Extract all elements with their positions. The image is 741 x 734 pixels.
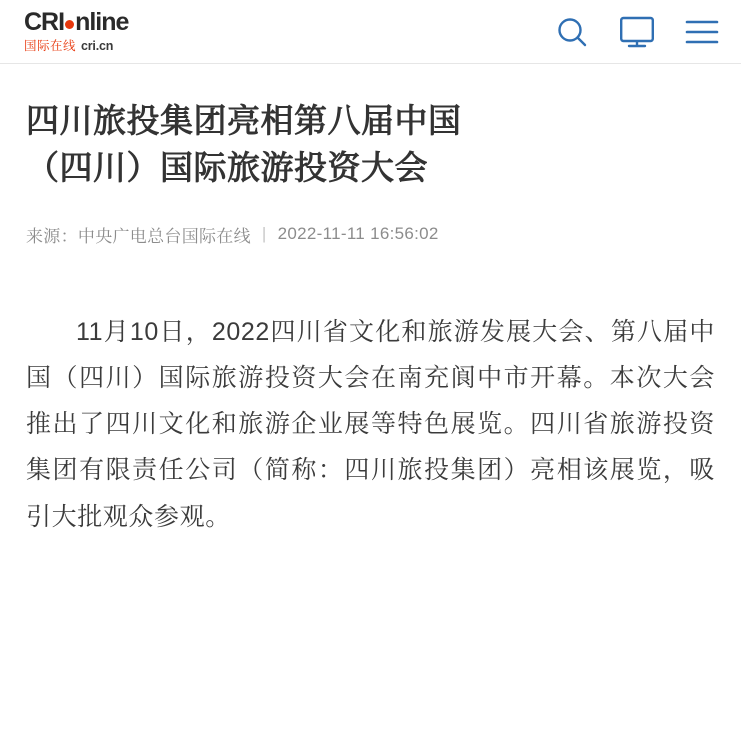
site-logo[interactable] xyxy=(24,10,128,53)
menu-icon[interactable] xyxy=(685,18,719,46)
header-actions xyxy=(555,15,719,49)
meta-separator: | xyxy=(261,224,267,244)
source-label: 来源： xyxy=(26,226,78,246)
tv-icon[interactable] xyxy=(619,15,655,49)
article-paragraph: 11月10日，2022四川省文化和旅游发展大会、第八届中国（四川）国际旅游投资大会在南充阆中市开幕。本次大会推出了四川文化和旅游企业展等特色展览。四川省旅游投资集团有限责任公司（简称：四川旅投集团）亮相该展览，吸引大批观众参观。 xyxy=(26,317,715,531)
source-name: 中央广电总台国际在线 xyxy=(77,226,251,246)
logo-cri-text: CRI xyxy=(24,8,65,37)
logo-subtitle xyxy=(24,40,128,53)
site-header xyxy=(0,0,741,64)
article-container xyxy=(0,64,741,540)
logo-wordmark xyxy=(24,10,128,35)
article-timestamp: 2022-11-11 16:56:02 xyxy=(277,224,439,244)
logo-url: cri.cn xyxy=(81,39,114,54)
logo-chinese-name: 国际在线 xyxy=(24,39,77,54)
article-meta xyxy=(26,222,715,247)
logo-dot-icon xyxy=(65,20,74,29)
page-title xyxy=(26,98,715,192)
page-title-line-2: （四川）国际旅游投资大会 xyxy=(26,148,428,186)
logo-online-text: nline xyxy=(75,8,129,37)
page-title-line-1: 四川旅投集团亮相第八届中国 xyxy=(26,102,462,139)
search-icon[interactable] xyxy=(555,15,589,49)
